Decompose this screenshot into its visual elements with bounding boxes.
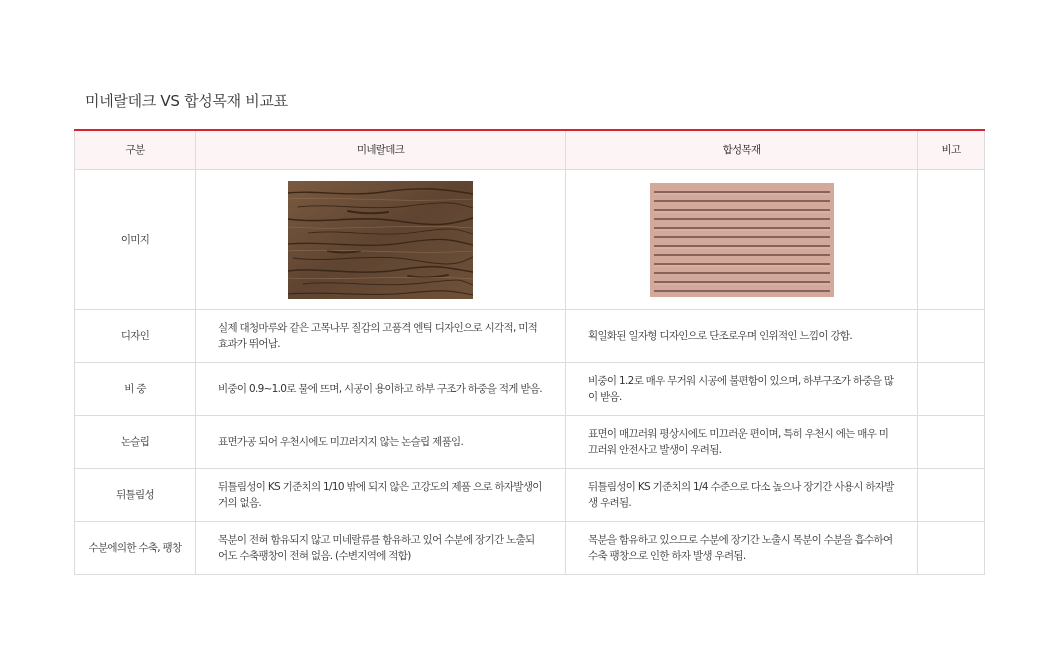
row-label: 비 중 [75,363,196,416]
header-mineral-deck: 미네랄데크 [196,130,566,170]
image-row [75,170,985,310]
table-row [75,469,985,522]
page-title: 미네랄데크 VS 합성목재 비교표 [85,92,288,110]
table-header-row [75,130,985,170]
row-note [918,416,985,469]
row-note [918,469,985,522]
mineral-deck-desc: 비중이 0.9~1.0로 물에 뜨며, 시공이 용이하고 하부 구조가 하중을 적게 받음. [196,363,566,416]
row-note [918,363,985,416]
row-label: 뒤틀림성 [75,469,196,522]
row-label: 디자인 [75,310,196,363]
row-label: 논슬립 [75,416,196,469]
mineral-deck-desc: 목분이 전혀 함유되지 않고 미네랄류를 함유하고 있어 수분에 장기간 노출되어도 수축팽창이 전혀 없음. (수변지역에 적합) [196,522,566,575]
synthetic-wood-desc: 표면이 매끄러워 평상시에도 미끄러운 편이며, 특히 우천시 에는 매우 미끄러워 안전사고 발생이 우려됨. [566,416,918,469]
synthetic-wood-desc: 획일화된 일자형 디자인으로 단조로우며 인위적인 느낌이 강함. [566,310,918,363]
synthetic-wood-desc: 뒤틀림성이 KS 기준치의 1/4 수준으로 다소 높으나 장기간 사용시 하자발생 우려됨. [566,469,918,522]
comparison-table [74,129,985,575]
mineral-deck-desc: 실제 대청마루와 같은 고목나무 질감의 고품격 엔틱 디자인으로 시각적, 미적 효과가 뛰어남. [196,310,566,363]
image-row-note [918,170,985,310]
table-row [75,363,985,416]
synthetic-wood-image [650,183,834,297]
table-row [75,416,985,469]
table-row [75,522,985,575]
row-note [918,310,985,363]
row-note [918,522,985,575]
mineral-deck-image-cell [196,170,566,310]
mineral-deck-desc: 뒤틀림성이 KS 기준치의 1/10 밖에 되지 않은 고강도의 제품 으로 하자발생이 거의 없음. [196,469,566,522]
header-synthetic-wood: 합성목재 [566,130,918,170]
header-category: 구분 [75,130,196,170]
synthetic-wood-desc: 비중이 1.2로 매우 무거워 시공에 불편함이 있으며, 하부구조가 하중을 많이 받음. [566,363,918,416]
header-note: 비고 [918,130,985,170]
row-label-image: 이미지 [75,170,196,310]
synthetic-wood-image-cell [566,170,918,310]
mineral-deck-wood-image [288,181,473,299]
table-row [75,310,985,363]
mineral-deck-desc: 표면가공 되어 우천시에도 미끄러지지 않는 논슬립 제품임. [196,416,566,469]
row-label: 수분에의한 수축, 팽창 [75,522,196,575]
synthetic-wood-desc: 목분을 함유하고 있으므로 수분에 장기간 노출시 목분이 수분을 흡수하여 수축 팽창으로 인한 하자 발생 우려됨. [566,522,918,575]
